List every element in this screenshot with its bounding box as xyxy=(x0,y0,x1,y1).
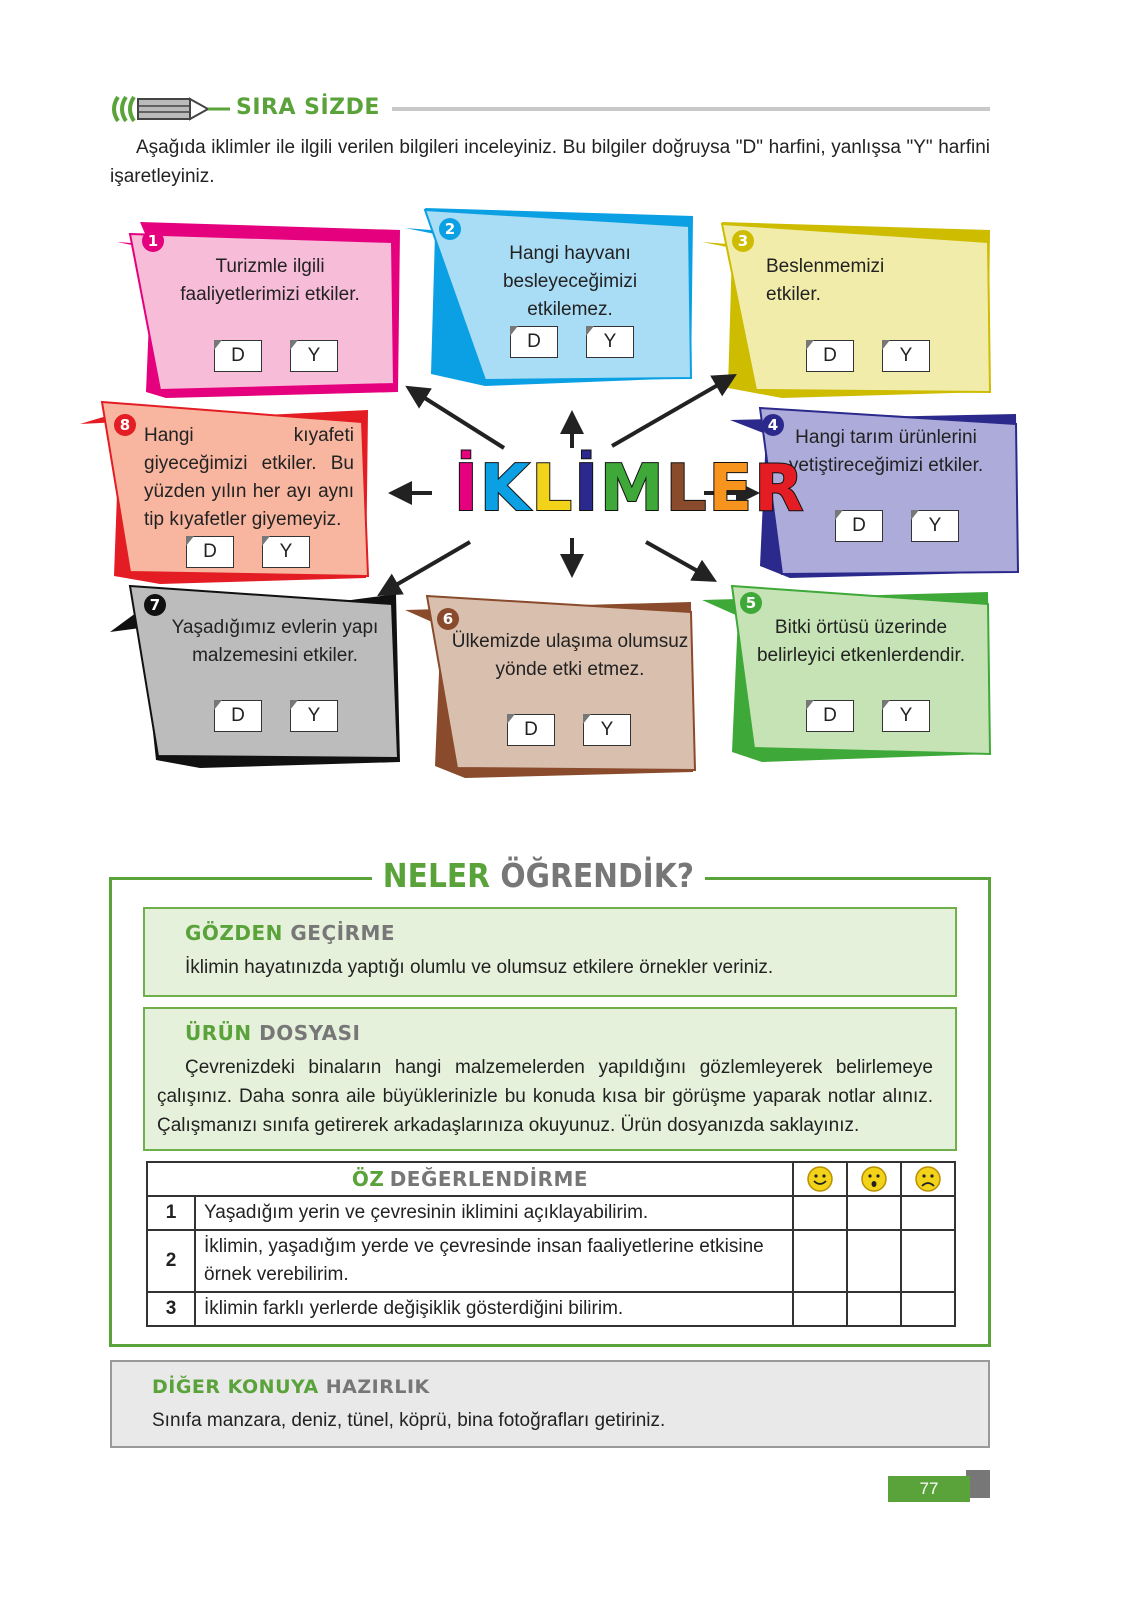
false-box-5[interactable]: Y xyxy=(882,700,930,732)
center-title-letter: L xyxy=(531,452,575,526)
sad-face-icon xyxy=(914,1165,942,1193)
section-title: SIRA SİZDE xyxy=(236,95,380,120)
card-text-8: Hangi kıyafeti giyeceğimizi etkiler. Bu yüzden yılın her ayı aynı tip kıyafetler giyemeyiz. xyxy=(144,425,354,530)
card-number-7: 7 xyxy=(144,594,166,616)
rating-cell[interactable] xyxy=(901,1196,955,1230)
rating-cell[interactable] xyxy=(847,1230,901,1292)
oz-degerlendirme-title: ÖZ DEĞERLENDİRME xyxy=(147,1162,793,1196)
rating-cell[interactable] xyxy=(901,1292,955,1326)
true-box-1[interactable]: D xyxy=(214,340,262,372)
false-box-6[interactable]: Y xyxy=(583,714,631,746)
rating-cell[interactable] xyxy=(901,1230,955,1292)
card-text-1: Turizmle ilgili faaliyetlerimizi etkiler. xyxy=(180,256,360,305)
center-title-letter: İ xyxy=(454,452,480,526)
table-row: 1 Yaşadığım yerin ve çevresinin iklimini açıklayabilirim. xyxy=(147,1196,955,1230)
instructions-text: Aşağıda iklimler ile ilgili verilen bilgileri inceleyiniz. Bu bilgiler doğruysa "D" harfini, yanlışsa "Y" harfini işaretleyiniz. xyxy=(110,137,990,187)
false-box-3[interactable]: Y xyxy=(882,340,930,372)
urun-dosyasi-box xyxy=(143,1007,957,1151)
center-title-iklimler xyxy=(454,452,805,526)
review-title-b: ÖĞRENDİK? xyxy=(500,856,694,895)
card-text-3: Beslenmemizi etkiler. xyxy=(766,256,885,305)
table-row: 2 İklimin, yaşadığım yerde ve çevresinde insan faaliyetlerine etkisine örnek verebilirim. xyxy=(147,1230,955,1292)
false-box-8[interactable]: Y xyxy=(262,536,310,568)
card-number-4: 4 xyxy=(762,414,784,436)
card-text-7: Yaşadığımız evlerin yapı malzemesini etkiler. xyxy=(171,617,379,666)
gozden-gecirme-text: İklimin hayatınızda yaptığı olumlu ve olumsuz etkilere örnekler veriniz. xyxy=(185,957,774,978)
surprised-face-icon xyxy=(860,1165,888,1193)
center-title-letter: E xyxy=(708,452,755,526)
arrow-down-left xyxy=(384,542,470,592)
next-topic-title: DİĞER KONUYA HAZIRLIK xyxy=(152,1376,430,1398)
center-title-letter: İ xyxy=(574,452,600,526)
table-row: 3 İklimin farklı yerlerde değişiklik gösterdiğini bilirim. xyxy=(147,1292,955,1326)
next-topic-text: Sınıfa manzara, deniz, tünel, köprü, bina fotoğrafları getiriniz. xyxy=(152,1410,666,1431)
rating-cell[interactable] xyxy=(793,1230,847,1292)
arrow-down-right xyxy=(646,542,710,578)
true-box-4[interactable]: D xyxy=(835,510,883,542)
true-box-3[interactable]: D xyxy=(806,340,854,372)
urun-dosyasi-text: Çevrenizdeki binaların hangi malzemelerden yapıldığını gözlemleyerek belirlemeye çalışınız. Daha sonra aile büyüklerinizle bu konuda kısa bir görüşme yaparak notlar alınız. Çalışmanızı sınıfa getirerek arkadaşlarınıza okuyunuz. Ürün dosyanızda saklayınız. xyxy=(157,1057,933,1136)
arrow-up-left xyxy=(412,390,504,448)
rating-cell[interactable] xyxy=(847,1292,901,1326)
card-number-5: 5 xyxy=(740,592,762,614)
true-box-8[interactable]: D xyxy=(186,536,234,568)
review-title-a: NELER xyxy=(382,856,491,895)
oz-degerlendirme-table xyxy=(146,1161,956,1327)
card-text-4: Hangi tarım ürünlerini yetiştireceğimizi etkiler. xyxy=(788,427,984,476)
center-title-letter: L xyxy=(665,452,709,526)
arrows xyxy=(0,0,1134,800)
card-text-6: Ülkemizde ulaşıma olumsuz yönde etki etmez. xyxy=(451,631,689,680)
center-title-letter: R xyxy=(754,452,806,526)
true-box-7[interactable]: D xyxy=(214,700,262,732)
rating-cell[interactable] xyxy=(847,1196,901,1230)
rating-cell[interactable] xyxy=(793,1292,847,1326)
false-box-2[interactable]: Y xyxy=(586,326,634,358)
card-number-1: 1 xyxy=(142,230,164,252)
center-title-letter: K xyxy=(479,452,532,526)
false-box-1[interactable]: Y xyxy=(290,340,338,372)
card-text-2: Hangi hayvanı besleyeceğimizi etkilemez. xyxy=(502,243,638,320)
happy-face-icon xyxy=(806,1165,834,1193)
page-number: 77 xyxy=(888,1476,970,1502)
review-title xyxy=(372,856,705,895)
false-box-4[interactable]: Y xyxy=(911,510,959,542)
urun-dosyasi-title: ÜRÜN DOSYASI xyxy=(185,1021,361,1045)
rating-cell[interactable] xyxy=(793,1196,847,1230)
arrow-up-right xyxy=(612,378,730,446)
center-title-letter: M xyxy=(600,452,666,526)
next-topic-box xyxy=(110,1360,990,1448)
card-text-5: Bitki örtüsü üzerinde belirleyici etkenlerdendir. xyxy=(756,617,966,666)
gozden-gecirme-box xyxy=(143,907,957,997)
card-number-2: 2 xyxy=(439,218,461,240)
true-box-6[interactable]: D xyxy=(507,714,555,746)
true-box-2[interactable]: D xyxy=(510,326,558,358)
false-box-7[interactable]: Y xyxy=(290,700,338,732)
card-number-6: 6 xyxy=(437,608,459,630)
gozden-gecirme-title: GÖZDEN GEÇİRME xyxy=(185,921,396,945)
true-box-5[interactable]: D xyxy=(806,700,854,732)
card-number-8: 8 xyxy=(114,414,136,436)
card-number-3: 3 xyxy=(732,230,754,252)
